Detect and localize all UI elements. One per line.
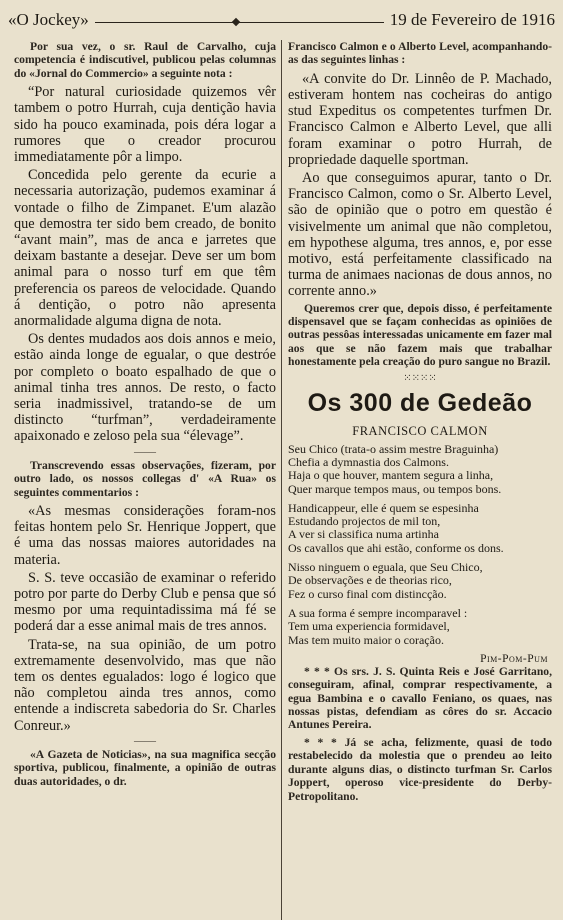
verse-line: Chefia a dymnastia dos Calmons.: [288, 454, 449, 469]
gazeta-paragraph: «A Gazeta de Noticias», na sua magnifica secção sportiva, publicou, finalmente, a opinião de outras duas autoridades, o dr.: [14, 747, 276, 788]
column-divider: [281, 40, 282, 920]
quote-paragraph-3: Os dentes mudados aos dois annos e meio, estão ainda longe de egualar, o que destróe por completo o boato espalhado de que o animal tinha tres annos. De resto, o facto seria inadmissivel, tratando-se de um distincto “turfman”, verdadeiramente apaixonado e zeloso pela sua “élevage”.: [14, 331, 276, 445]
poem-stanza-4: [288, 607, 552, 647]
closing-paragraph: Queremos crer que, depois disso, é perfeitamente dispensavel que se façam conhecidas as opiniões de outras pessôas interessadas unicamente em fazer mal aos que se não fazem mais que trabalhar honestamente pela creação do puro sangue no Brazil.: [288, 301, 552, 369]
verse-line: A ver si classifica numa artinha: [288, 527, 439, 542]
verse-line: Mas tem muito maior o coração.: [288, 632, 444, 647]
verse-line: Estudando projectos de mil ton,: [288, 514, 441, 529]
poem-stanza-1: [288, 443, 552, 496]
separator-dash: ——: [134, 734, 156, 747]
verse-line: Nisso ninguem o eguala, que Seu Chico,: [288, 560, 483, 575]
verse-line: Os cavallos que ahi estão, conforme os dons.: [288, 540, 504, 555]
verse-line: Haja o que houver, mantem segura a linha,: [288, 468, 494, 483]
verse-line: Quer marque tempos maus, ou tempos bons.: [288, 481, 502, 496]
gazeta-quote-2: Ao que conseguimos apurar, tanto o Dr. Francisco Calmon, como o Sr. Alberto Level, são de opinião que o potro em questão é visivelmente um animal que não completou, em hypothese alguma, tres annos, e, por esse motivo, está perfeitamente classificado na turma de animaes nacionas de dous annos, no corrente anno.»: [288, 170, 552, 300]
verse-line: Tem uma experiencia formidavel,: [288, 619, 450, 634]
publication-name: «O Jockey»: [8, 10, 89, 29]
quote-paragraph-1: “Por natural curiosidade quizemos vêr tambem o potro Hurrah, cuja dentição havia sido ha pouco examinada, pois déra logar a rumores que o creador procurou immediatamente pôr a limpo.: [14, 84, 276, 166]
verse-line: A sua forma é sempre incomparavel :: [288, 605, 468, 620]
header-rule: [95, 22, 384, 23]
quote-paragraph-2: Concedida pelo gerente da ecurie a necessaria autorização, pudemos examinar á vontade o filho de Zimpanet. E'um alazão que demostra ter sido bem creado, de bonito “avant main”, mas de anca e jarretes que deixam bastante a desejar. Deve ser um bom animal para o nosso turf em que têm preferencia os pareos de velocidade. Quando á dentição, o potro não apresenta anormalidade alguma digna de nota.: [14, 167, 276, 330]
page-header: [8, 6, 555, 34]
verse-line: Handicappeur, elle é quem se espesinha: [288, 500, 479, 515]
verse-line: Seu Chico (trata-o assim mestre Braguinha): [288, 441, 499, 456]
continuation-paragraph: Francisco Calmon e o Alberto Level, acompanhando-as das seguintes linhas :: [288, 40, 552, 67]
verse-line: Fez o curso final com distincção.: [288, 586, 447, 601]
rua-paragraph-2: S. S. teve occasião de examinar o referido potro por parte do Derby Club e pensa que só mesmo por uma requintadissima má fé se poderá dar a esse animal mais de tres annos.: [14, 569, 276, 635]
news-item-2: * * * Já se acha, felizmente, quasi de todo restabelecido da molestia que o prendeu ao leito durante alguns dias, o distincto turfman Sr. Carlos Joppert, operoso vice-presidente do Derby-Petropolitano.: [288, 735, 552, 803]
left-column: [14, 40, 276, 920]
right-column: [288, 40, 552, 920]
separator-dash: ——: [134, 445, 156, 458]
rua-paragraph-3: Trata-se, na sua opinião, de um potro extremamente desenvolvido, mas que não tem os dentes egualados: logo é logico que não completou ainda tres annos, como entende a indiscreta sabedoria do Sr. Charles Conreur.»: [14, 636, 276, 734]
news-item-1: * * * Os srs. J. S. Quinta Reis e José Garritano, conseguiram, afinal, comprar respectivamente, a egua Bambina e o cavallo Feniano, os quaes, nas nossas pistas, defendiam as côres do sr. Accacio Antunes Pereira.: [288, 664, 552, 732]
poem-author: FRANCISCO CALMON: [352, 423, 488, 438]
poem-title: Os 300 de Gedeão: [307, 388, 533, 417]
verse-line: De observações e de theorias rico,: [288, 573, 452, 588]
poem-stanza-2: [288, 502, 552, 555]
rua-paragraph-1: «As mesmas considerações foram-nos feitas hontem pelo Sr. Henrique Joppert, que é uma das nossas maiores autoridades na materia.: [14, 502, 276, 568]
transcription-paragraph: Transcrevendo essas observações, fizeram, por outro lado, os nossos collegas d' «A Rua» os seguintes commentarios :: [14, 458, 276, 499]
poem-signature: Pim-Pom-Pum: [480, 652, 548, 665]
intro-paragraph: Por sua vez, o sr. Raul de Carvalho, cuja competencia é indiscutivel, publicou pelas columnas do «Jornal do Commercio» a seguinte nota :: [14, 40, 276, 80]
gazeta-quote-1: «A convite do Dr. Linnêo de P. Machado, estiveram hontem nas cocheiras do antigo stud Expeditus os competentes turfmen Dr. Francisco Calmon e Alberto Level, que alli foram examinar o potro Hurrah, de propriedade daquelle sportman.: [288, 70, 552, 168]
issue-date: 19 de Fevereiro de 1916: [389, 10, 555, 29]
section-ornament: ⁙⁙⁙⁙: [403, 372, 437, 384]
poem-stanza-3: [288, 561, 552, 601]
